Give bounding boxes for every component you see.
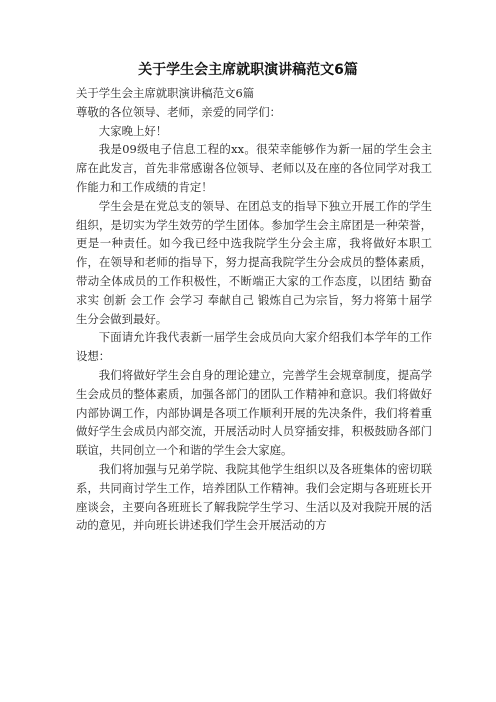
paragraph: 尊敬的各位领导、老师，亲爱的同学们： bbox=[76, 104, 282, 119]
paragraph: 大家晚上好！ bbox=[98, 123, 168, 138]
document-title: 关于学生会主席就职演讲稿范文6篇 bbox=[138, 62, 358, 78]
paragraph: 我们将加强与兄弟学院、我院其他学生组织以及各班集体的密切联系，共同商讨学生工作，培养团队工作精神。我们会定期与各班班长开座谈会，主要向各班班长了解我院学生学习、生活以及对我院开展的活动的意见，并向班长讲述我们学生会开展活动的方 bbox=[76, 461, 432, 533]
paragraph: 下面请允许我代表新一届学生会成员向大家介绍我们本学年的工作设想： bbox=[76, 330, 432, 364]
document-body bbox=[76, 84, 432, 535]
paragraph: 学生会是在党总支的领导、在团总支的指导下独立开展工作的学生组织，是切实为学生效劳的学生团体。参加学生会主席团是一种荣誉，更是一种责任。如今我已经中选我院学生分会主席，我将做好本职工作，在领导和老师的指导下，努力提高我院学生分会成员的整体素质，带动全体成员的工作积极性，不断端正大家的工作态度，以团结 勤奋 求实 创新 会工作 会学习 奉献自己 锻炼自己为宗旨，努力将第十届学生分会做到最好。 bbox=[76, 198, 432, 326]
paragraph: 关于学生会主席就职演讲稿范文6篇 bbox=[76, 86, 255, 100]
paragraph: 我是09级电子信息工程的xx。很荣幸能够作为新一届的学生会主席在此发言，首先非常感谢各位领导、老师以及在座的各位同学对我工作能力和工作成绩的肯定！ bbox=[76, 142, 432, 194]
paragraph: 我们将做好学生会自身的理论建立，完善学生会规章制度，提高学生会成员的整体素质，加强各部门的团队工作精神和意识。我们将做好内部协调工作，内部协调是各项工作顺利开展的先决条件，我们将着重做好学生会成员内部交流，开展活动时人员穿插安排，积极鼓励各部门联谊，共同创立一个和谐的学生会大家庭。 bbox=[76, 367, 432, 458]
